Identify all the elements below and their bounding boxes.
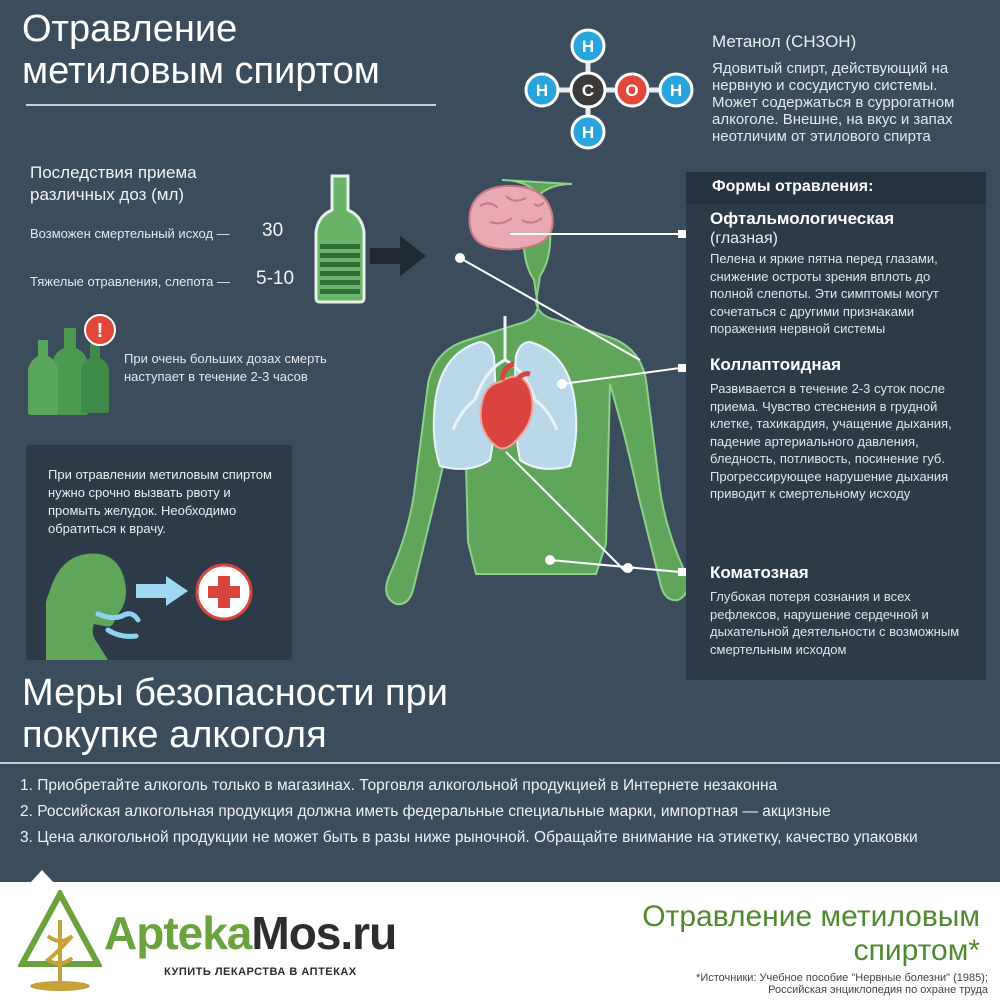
bottles-warning-icon: [28, 312, 120, 416]
safety-title-line1: Меры безопасности при: [22, 672, 448, 714]
connector-lines: [430, 220, 700, 590]
first-aid-text: При отравлении метиловым спиртом нужно срочно вызвать рвоту и промыть желудок. Необходимо обратиться к врачу.: [48, 467, 272, 536]
vomiting-person-icon: [46, 548, 146, 660]
methanol-description: Ядовитый спирт, действующий на нервную и сосудистую системы. Может содержаться в суррогатном алкоголе. Внешне, на вкус и запах неотличим от этилового спирта: [712, 60, 955, 145]
footer-title-line1: Отравление метиловым: [642, 900, 980, 933]
brand-tagline: КУПИТЬ ЛЕКАРСТВА В АПТЕКАХ: [164, 966, 357, 978]
poisoning-forms-header: Формы отравления:: [686, 172, 986, 204]
pharmacy-logo-icon: [18, 890, 102, 994]
brand-name-part1: Apteka: [104, 907, 252, 959]
svg-text:C: C: [581, 81, 595, 100]
dose-row-label-2: Тяжелые отравления, слепота —: [30, 274, 230, 289]
form-desc-ophthalmic: Пелена и яркие пятна перед глазами, снижение остроты зрения вплоть до полной слепоты. Эти симптомы могут сочетаться с другими признаками поражения нервной системы: [710, 251, 939, 336]
hydrogen-atom-left: [526, 74, 558, 106]
hydrogen-atom-top: [572, 30, 604, 62]
footer-title: [560, 900, 980, 968]
form-desc-collapse: Развивается в течение 2-3 суток после приема. Чувство стеснения в грудной клетке, тахикардия, учащение дыхания, падение артериального давления, бледность, потливость, посинение губ. Прогрессирующее нарушение дыхания приводит к смертельному исходу: [710, 381, 952, 501]
safety-title: [22, 672, 582, 756]
svg-text:H: H: [581, 37, 595, 56]
form-name-ophthalmic: Офтальмологическая: [710, 209, 895, 228]
svg-text:H: H: [581, 123, 595, 142]
page-title-line2: метиловым спиртом: [22, 50, 380, 92]
svg-text:O: O: [625, 81, 639, 100]
svg-text:H: H: [669, 81, 683, 100]
warning-mark: !: [96, 320, 104, 342]
safety-item-3: 3. Цена алкогольной продукции не может быть в разы ниже рыночной. Обращайте внимание на этикетку, качество упаковки: [20, 829, 918, 846]
hydrogen-atom-right: [660, 74, 692, 106]
doses-title: Последствия приема различных доз (мл): [30, 163, 197, 204]
brand-name: [104, 906, 396, 960]
svg-text:H: H: [535, 81, 549, 100]
title-divider: [26, 104, 436, 106]
sources-line2: Российская энциклопедия по охране труда: [768, 984, 988, 996]
methanol-title: Метанол (CH3OH): [712, 32, 857, 51]
dose-row-value-2: 5-10: [256, 268, 295, 289]
methanol-molecule-diagram: [518, 28, 698, 158]
sources-line1: *Источники: Учебное пособие "Нервные болезни" (1985);: [696, 972, 988, 984]
brand-name-part2: Mos.ru: [251, 907, 397, 959]
page-title: [22, 8, 452, 92]
footer-title-line2: спиртом*: [853, 934, 980, 967]
safety-title-line2: покупке алкоголя: [22, 714, 327, 756]
oxygen-atom: [616, 74, 648, 106]
medical-cross-icon: [194, 562, 254, 622]
large-dose-note: При очень больших дозах смерть наступает в течение 2-3 часов: [124, 351, 327, 384]
page-title-line1: Отравление: [22, 8, 238, 50]
form-name-comatose: Коматозная: [710, 563, 809, 582]
hydrogen-atom-bottom: [572, 116, 604, 148]
dose-row-value-1: 30: [262, 220, 284, 241]
carbon-atom: [571, 73, 605, 107]
footer-notch: [30, 870, 54, 883]
form-sub-ophthalmic: (глазная): [710, 230, 778, 247]
sources-note: [600, 972, 988, 996]
arrow-right-icon: [136, 576, 188, 606]
dose-row-label-1: Возможен смертельный исход —: [30, 226, 230, 241]
safety-divider: [0, 762, 1000, 764]
form-name-collapse: Коллаптоидная: [710, 355, 842, 374]
safety-item-2: 2. Российская алкогольная продукция должна иметь федеральные специальные марки, импортная — акцизные: [20, 803, 831, 820]
form-desc-comatose: Глубокая потеря сознания и всех рефлексов, нарушение сердечной и дыхательной деятельности с возможным смертельным исходом: [710, 589, 960, 657]
safety-item-1: 1. Приобретайте алкоголь только в магазинах. Торговля алкогольной продукцией в Интернете незаконна: [20, 777, 778, 794]
